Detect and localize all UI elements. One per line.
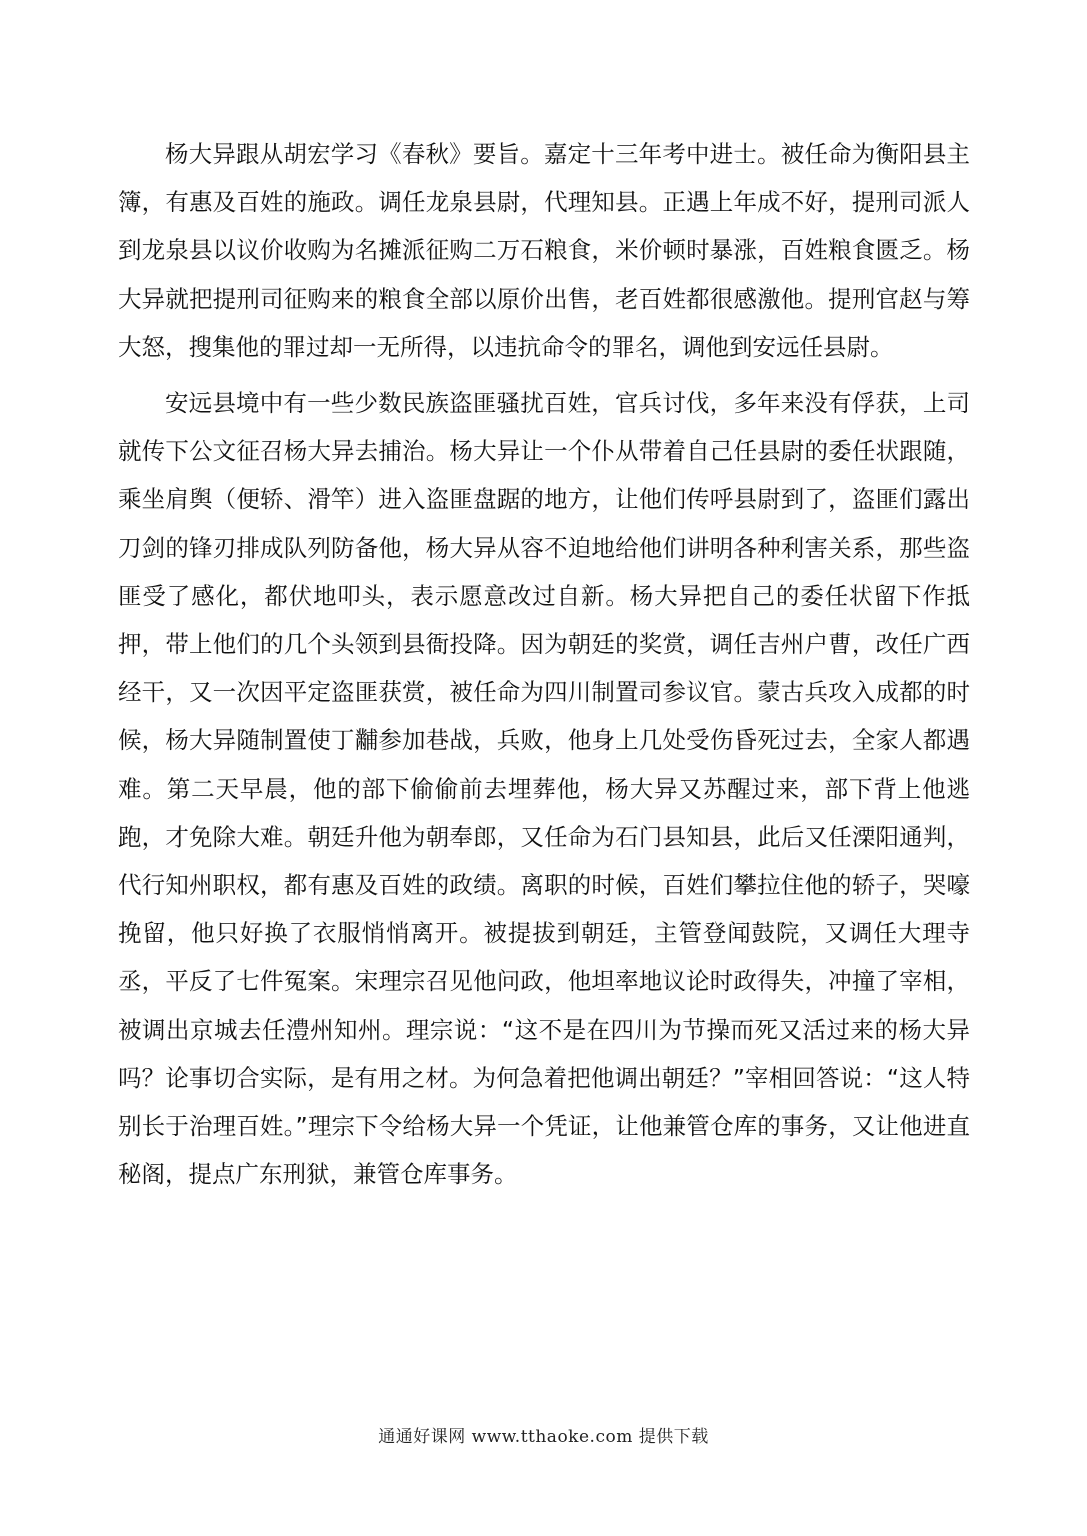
paragraph-1: 杨大异跟从胡宏学习《春秋》要旨。嘉定十三年考中进士。被任命为衡阳县主簿，有惠及百姓的施政。调任龙泉县尉，代理知县。正遇上年成不好，提刑司派人到龙泉县以议价收购为名摊派征购二万石粮食，米价顿时暴涨，百姓粮食匮乏。杨大异就把提刑司征购来的粮食全部以原价出售，老百姓都很感激他。提刑官赵与筹大怒，搜集他的罪过却一无所得，以违抗命令的罪名，调他到安远任县尉。 bbox=[118, 140, 970, 361]
paragraph-2: 安远县境中有一些少数民族盗匪骚扰百姓，官兵讨伐，多年来没有俘获，上司就传下公文征召杨大异去捕治。杨大异让一个仆从带着自己任县尉的委任状跟随，乘坐肩舆（便轿、滑竿）进入盗匪盘踞的地方，让他们传呼县尉到了，盗匪们露出刀剑的锋刃排成队列防备他，杨大异从容不迫地给他们讲明各种利害关系，那些盗匪受了感化，都伏地叩头，表示愿意改过自新。杨大异把自己的委任状留下作抵押，带上他们的几个头领到县衙投降。因为朝廷的奖赏，调任吉州户曹，改任广西经干，又一次因平定盗匪获赏，被任命为四川制置司参议官。蒙古兵攻入成都的时候，杨大异随制置使丁黼参加巷战，兵败，他身上几处受伤昏死过去，全家人都遇难。第二天早晨，他的部下偷偷前去埋葬他，杨大异又苏醒过来，部下背上他逃跑，才免除大难。朝廷升他为朝奉郎，又任命为石门县知县，此后又任溧阳通判，代行知州职权，都有惠及百姓的政绩。离职的时候，百姓们攀拉住他的轿子，哭嚎挽留，他只好换了衣服悄悄离开。被提拔到朝廷，主管登闻鼓院，又调任大理寺丞，平反了七件冤案。宋理宗召见他问政，他坦率地议论时政得失，冲撞了宰相，被调出京城去任澧州知州。理宗说：“这不是在四川为节操而死又活过来的杨大异吗？论事切合实际，是有用之材。为何急着把他调出朝廷？”宰相回答说：“这人特别长于治理百姓。”理宗下令给杨大异一个凭证，让他兼管仓库的事务，又让他进直秘阁，提点广东刑狱，兼管仓库事务。 bbox=[118, 389, 970, 1189]
page-footer: 通通好课网 www.tthaoke.com 提供下载 bbox=[378, 1427, 709, 1447]
document-body bbox=[118, 130, 970, 1198]
